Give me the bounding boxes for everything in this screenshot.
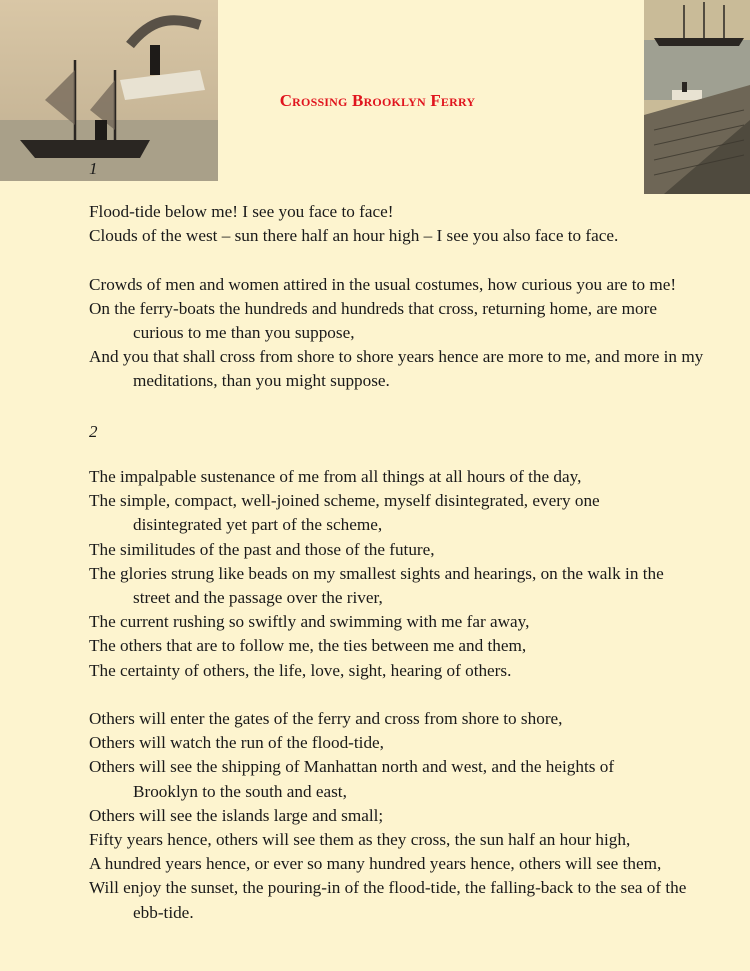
ferry-illustration-left — [0, 0, 218, 181]
poem-line: On the ferry-boats the hundreds and hundreds that cross, returning home, are more curious to me than you suppose, — [89, 298, 657, 342]
stanza — [89, 465, 729, 683]
section-2-text — [89, 465, 729, 925]
poem-title: Crossing Brooklyn Ferry — [279, 91, 476, 110]
harbor-illustration-right — [644, 0, 750, 194]
section-number: 1 — [89, 159, 98, 178]
stanza — [89, 200, 729, 248]
poem-line: The current rushing so swiftly and swimming with me far away, — [89, 612, 530, 632]
section-number: 2 — [89, 422, 98, 441]
poem-line: The glories strung like beads on my smallest sights and hearings, on the walk in the street and the passage over the river, — [89, 563, 664, 608]
poem-line: The others that are to follow me, the ties between me and them, — [89, 636, 527, 656]
stanza — [89, 273, 729, 394]
poem-line: The simple, compact, well-joined scheme, myself disintegrated, every one disintegrated yet part of the scheme, — [89, 491, 600, 535]
section-1-text — [89, 200, 729, 394]
poem-line: Will enjoy the sunset, the pouring-in of the flood-tide, the falling-back to the sea of the ebb-tide. — [89, 878, 687, 922]
poem-line: Others will enter the gates of the ferry and cross from shore to shore, — [89, 709, 563, 729]
poem-line: The similitudes of the past and those of the future, — [89, 539, 435, 559]
poem-line: Others will watch the run of the flood-tide, — [89, 733, 384, 753]
poem-line: A hundred years hence, or ever so many hundred years hence, others will see them, — [89, 854, 662, 874]
poem-line: Clouds of the west – sun there half an hour high – I see you also face to face. — [89, 226, 619, 246]
poem-line: Crowds of men and women attired in the usual costumes, how curious you are to me! — [89, 274, 677, 294]
poem-line: Others will see the shipping of Manhattan north and west, and the heights of Brooklyn to the south and east, — [89, 757, 615, 801]
poem-line: The certainty of others, the life, love, sight, hearing of others. — [89, 660, 512, 680]
poem-line: Fifty years hence, others will see them as they cross, the sun half an hour high, — [89, 830, 631, 850]
stanza — [89, 707, 729, 925]
poem-line: Flood-tide below me! I see you face to face! — [89, 202, 394, 221]
poem-line: Others will see the islands large and small; — [89, 805, 384, 825]
poem-line: The impalpable sustenance of me from all things at all hours of the day, — [89, 467, 582, 486]
poem-line: And you that shall cross from shore to shore years hence are more to me, and more in my meditations, than you might suppose. — [89, 347, 704, 391]
